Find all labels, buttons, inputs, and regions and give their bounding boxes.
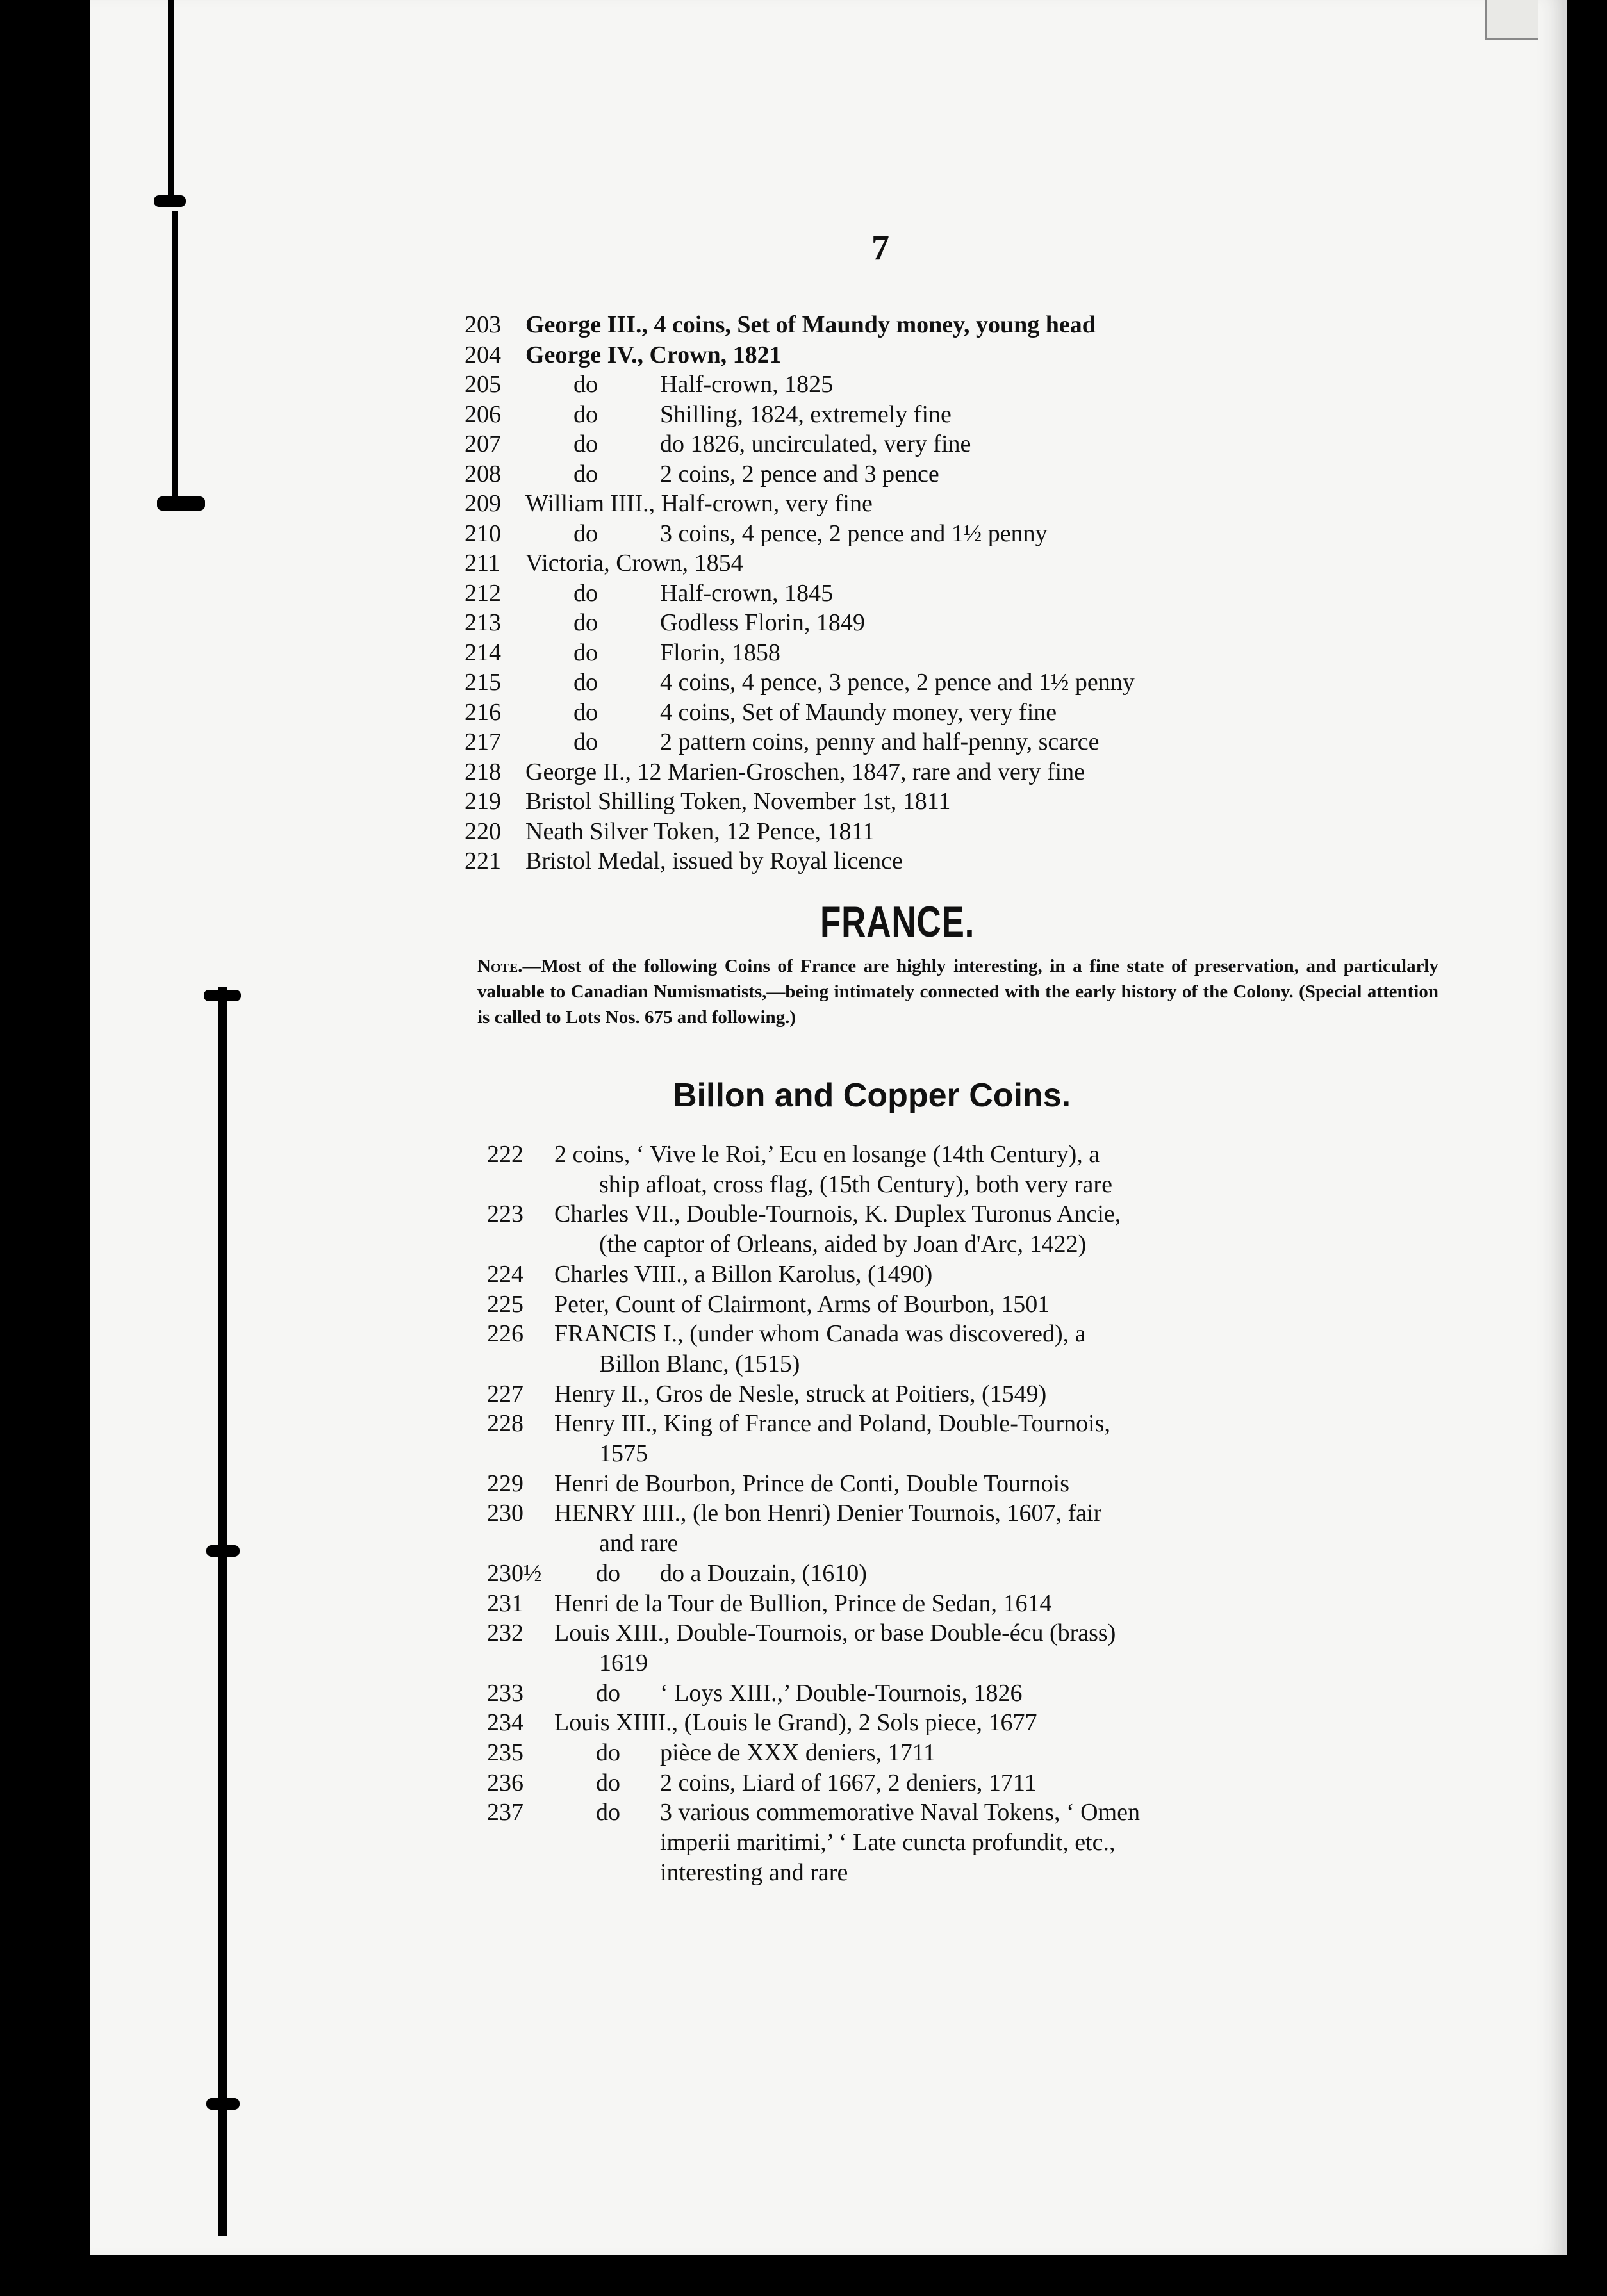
- note-text: —Most of the following Coins of France are highly interesting, in a fine state of preservation, and particularly valuable to Canadian Numismatists,—being intimately connected with the early history of the Colony. (Special attention is called to Lots Nos. 675 and following.): [477, 956, 1438, 1028]
- ditto-mark: do: [573, 639, 598, 666]
- lot-description: 3 various commemorative Naval Tokens, ‘ Omen: [660, 1799, 1141, 1826]
- lot-number: 230½: [487, 1559, 542, 1587]
- lot-description: 4 coins, 4 pence, 3 pence, 2 pence and 1½ penny: [660, 669, 1135, 696]
- ditto-mark: do: [573, 520, 598, 547]
- lot-number: 222: [487, 1141, 523, 1168]
- lot-description-continued: and rare: [599, 1530, 679, 1557]
- lot-description: Shilling, 1824, extremely fine: [660, 400, 952, 428]
- lot-description: 2 coins, ‘ Vive le Roi,’ Ecu en losange (14th Century), a: [554, 1141, 1100, 1168]
- ditto-mark: do: [573, 371, 598, 398]
- lot-description: 2 coins, 2 pence and 3 pence: [660, 460, 939, 488]
- lot-description: George IV., Crown, 1821: [525, 341, 782, 368]
- lot-description: do a Douzain, (1610): [660, 1559, 867, 1587]
- lot-description: Henri de la Tour de Bullion, Prince de Sedan, 1614: [554, 1589, 1052, 1617]
- lot-description: Neath Silver Token, 12 Pence, 1811: [525, 817, 875, 845]
- lot-number: 226: [487, 1320, 523, 1348]
- lot-description-continued: 1619: [599, 1649, 648, 1677]
- lot-description: Peter, Count of Clairmont, Arms of Bourbon, 1501: [554, 1290, 1050, 1318]
- lot-description: George III., 4 coins, Set of Maundy money, young head: [525, 311, 1096, 338]
- lot-number: 206: [465, 400, 501, 428]
- ditto-mark: do: [596, 1559, 620, 1587]
- lot-number: 234: [487, 1709, 523, 1737]
- lot-description: do 1826, uncirculated, very fine: [660, 430, 971, 457]
- lot-description: 4 coins, Set of Maundy money, very fine: [660, 698, 1057, 726]
- subheading-billon-copper: Billon and Copper Coins.: [673, 1077, 1071, 1114]
- ditto-mark: do: [596, 1679, 620, 1707]
- lot-description: Godless Florin, 1849: [660, 609, 865, 636]
- lot-number: 212: [465, 579, 501, 607]
- section-heading-france: FRANCE.: [820, 898, 975, 946]
- binding-knot: [154, 195, 186, 207]
- lot-description: Louis XIIII., (Louis le Grand), 2 Sols piece, 1677: [554, 1709, 1037, 1737]
- binding-thread-top: [168, 0, 174, 205]
- lot-description-continued: 1575: [599, 1440, 648, 1467]
- note-paragraph: [477, 953, 1438, 1030]
- page-number: 7: [871, 228, 889, 268]
- lot-number: 219: [465, 788, 501, 815]
- lot-description: Henri de Bourbon, Prince de Conti, Double Tournois: [554, 1470, 1070, 1497]
- lot-description: Henry III., King of France and Poland, Double-Tournois,: [554, 1410, 1110, 1438]
- ditto-mark: do: [573, 609, 598, 636]
- lot-number: 231: [487, 1589, 523, 1617]
- lot-number: 233: [487, 1679, 523, 1707]
- note-label: Note.: [477, 956, 523, 976]
- lot-number: 237: [487, 1799, 523, 1826]
- ditto-mark: do: [573, 400, 598, 428]
- lot-description-continued: interesting and rare: [660, 1858, 848, 1886]
- ditto-mark: do: [573, 460, 598, 488]
- lot-number: 229: [487, 1470, 523, 1497]
- lot-description: Bristol Shilling Token, November 1st, 1811: [525, 788, 951, 815]
- lot-number: 216: [465, 698, 501, 726]
- lot-description-continued: Billon Blanc, (1515): [599, 1350, 800, 1377]
- lot-description: Louis XIII., Double-Tournois, or base Double-écu (brass): [554, 1620, 1116, 1647]
- lot-number: 213: [465, 609, 501, 636]
- lot-number: 205: [465, 371, 501, 398]
- lot-description-continued: ship afloat, cross flag, (15th Century), both very rare: [599, 1170, 1112, 1198]
- lot-number: 215: [465, 669, 501, 696]
- lot-description: Florin, 1858: [660, 639, 780, 666]
- lot-number: 223: [487, 1201, 523, 1228]
- ditto-mark: do: [573, 579, 598, 607]
- page-sheet: [90, 0, 1567, 2255]
- binding-knot: [157, 496, 205, 511]
- ditto-mark: do: [596, 1769, 620, 1796]
- lot-number: 209: [465, 490, 501, 517]
- lot-number: 221: [465, 848, 501, 874]
- lot-description-continued: imperii maritimi,’ ‘ Late cuncta profundit, etc.,: [660, 1829, 1116, 1857]
- ditto-mark: do: [596, 1739, 620, 1766]
- ditto-mark: do: [573, 430, 598, 457]
- lot-number: 214: [465, 639, 501, 666]
- binding-knot: [206, 1545, 240, 1557]
- lot-number: 204: [465, 341, 501, 368]
- ditto-mark: do: [573, 669, 598, 696]
- lot-description: pièce de XXX deniers, 1711: [660, 1739, 936, 1766]
- lot-description: 2 coins, Liard of 1667, 2 deniers, 1711: [660, 1769, 1037, 1796]
- lot-number: 227: [487, 1380, 523, 1407]
- lot-description: FRANCIS I., (under whom Canada was discovered), a: [554, 1320, 1086, 1348]
- lot-description: Charles VII., Double-Tournois, K. Duplex Turonus Ancie,: [554, 1201, 1121, 1228]
- lot-description: ‘ Loys XIII.,’ Double-Tournois, 1826: [660, 1679, 1023, 1707]
- binding-knot: [206, 2098, 240, 2110]
- lot-number: 232: [487, 1620, 523, 1647]
- lot-number: 208: [465, 460, 501, 488]
- corner-fold: [1485, 0, 1538, 40]
- lot-number: 211: [465, 550, 500, 577]
- lot-number: 228: [487, 1410, 523, 1438]
- lot-description: Half-crown, 1845: [660, 579, 834, 607]
- lot-number: 218: [465, 758, 501, 785]
- lot-number: 236: [487, 1769, 523, 1796]
- lot-number: 207: [465, 430, 501, 457]
- lot-number: 224: [487, 1260, 523, 1288]
- lot-description: Half-crown, 1825: [660, 371, 834, 398]
- lot-number: 230: [487, 1500, 523, 1527]
- lot-number: 210: [465, 520, 501, 547]
- lot-description-continued: (the captor of Orleans, aided by Joan d'Arc, 1422): [599, 1231, 1087, 1258]
- binding-knot: [204, 990, 241, 1001]
- lot-description: HENRY IIII., (le bon Henri) Denier Tournois, 1607, fair: [554, 1500, 1102, 1527]
- lot-description: Bristol Medal, issued by Royal licence: [525, 848, 903, 874]
- lot-description: George II., 12 Marien-Groschen, 1847, rare and very fine: [525, 758, 1085, 785]
- ditto-mark: do: [573, 698, 598, 726]
- lot-number: 217: [465, 728, 501, 755]
- lot-description: 2 pattern coins, penny and half-penny, scarce: [660, 728, 1100, 755]
- lot-description: Charles VIII., a Billon Karolus, (1490): [554, 1260, 933, 1288]
- lot-number: 203: [465, 311, 501, 338]
- lot-description: 3 coins, 4 pence, 2 pence and 1½ penny: [660, 520, 1048, 547]
- ditto-mark: do: [596, 1799, 620, 1826]
- binding-thread-upper: [172, 211, 178, 500]
- lot-number: 225: [487, 1290, 523, 1318]
- lot-description: Victoria, Crown, 1854: [525, 550, 743, 577]
- lot-description: Henry II., Gros de Nesle, struck at Poitiers, (1549): [554, 1380, 1047, 1407]
- lot-number: 220: [465, 817, 501, 845]
- lot-number: 235: [487, 1739, 523, 1766]
- ditto-mark: do: [573, 728, 598, 755]
- lot-description: William IIII., Half-crown, very fine: [525, 490, 873, 517]
- binding-thread-lower: [218, 987, 227, 2236]
